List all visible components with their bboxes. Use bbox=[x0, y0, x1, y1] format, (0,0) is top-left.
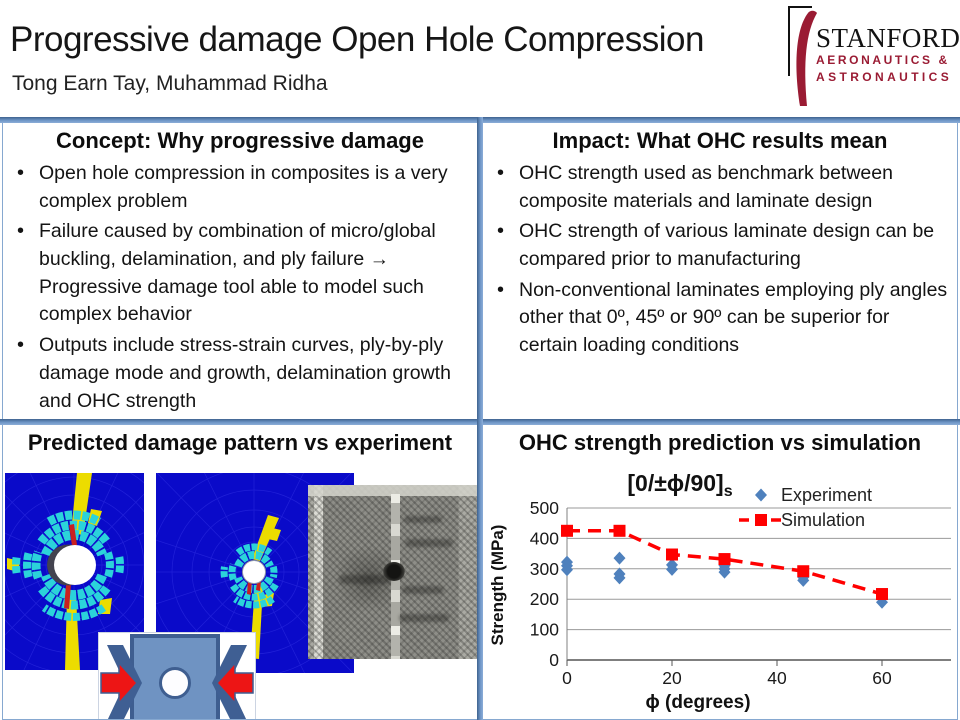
svg-text:0: 0 bbox=[549, 650, 559, 670]
logo-subline-1: AERONAUTICS & bbox=[816, 53, 950, 68]
bullet-item: • OHC strength used as benchmark between composite materials and laminate design bbox=[489, 160, 949, 215]
concept-bullet-list bbox=[9, 160, 469, 415]
vertical-divider bbox=[477, 117, 483, 720]
svg-text:Strength (MPa): Strength (MPa) bbox=[488, 524, 507, 646]
logo-text bbox=[816, 24, 960, 85]
svg-text:0: 0 bbox=[562, 668, 572, 688]
svg-text:ϕ (degrees): ϕ (degrees) bbox=[645, 692, 751, 713]
svg-text:[0/±ϕ/90]s: $[0/\pm\phi/90]_s$ bbox=[627, 470, 733, 500]
impact-bullet-list bbox=[489, 160, 949, 360]
svg-text:60: 60 bbox=[872, 668, 892, 688]
bullet-item: • Open hole compression in composites is a very complex problem bbox=[9, 160, 469, 215]
prediction-heading: OHC strength prediction vs simulation bbox=[518, 430, 922, 455]
impact-panel bbox=[482, 122, 958, 421]
ohc-strength-chart bbox=[483, 455, 957, 720]
authors: Tong Earn Tay, Muhammad Ridha bbox=[12, 72, 328, 95]
damage-heading: Predicted damage pattern vs experiment bbox=[27, 430, 453, 455]
bullet-item: • Failure caused by combination of micro/global buckling, delamination, and ply failure → Progressive damage tool able to model such complex behavior bbox=[9, 218, 469, 329]
svg-text:40: 40 bbox=[767, 668, 787, 688]
concept-heading: Concept: Why progressive damage bbox=[56, 128, 424, 153]
bullet-item: • OHC strength of various laminate design can be compared prior to manufacturing bbox=[489, 218, 949, 273]
impact-heading: Impact: What OHC results mean bbox=[552, 128, 888, 153]
svg-text:200: 200 bbox=[529, 589, 559, 610]
svg-text:400: 400 bbox=[529, 528, 559, 549]
stanford-logo bbox=[782, 2, 960, 112]
bullet-item: • Non-conventional laminates employing ply angles other that 0º, 45º or 90º can be superior for certain loading conditions bbox=[489, 277, 949, 360]
prediction-panel bbox=[482, 424, 958, 720]
svg-text:Experiment: Experiment bbox=[781, 485, 873, 505]
svg-text:500: 500 bbox=[529, 498, 559, 518]
experiment-photo bbox=[308, 485, 478, 659]
compression-schematic bbox=[98, 632, 256, 720]
svg-text:Simulation: Simulation bbox=[781, 510, 866, 530]
svg-text:20: 20 bbox=[662, 668, 682, 688]
svg-text:100: 100 bbox=[529, 619, 559, 640]
logo-name: STANFORD bbox=[816, 23, 960, 53]
svg-text:300: 300 bbox=[529, 558, 559, 579]
bullet-item: • Outputs include stress-strain curves, ply-by-ply damage mode and growth, delamination growth and OHC strength bbox=[9, 332, 469, 415]
logo-subline-2: ASTRONAUTICS bbox=[816, 69, 953, 84]
damage-panel bbox=[2, 424, 478, 720]
concept-panel bbox=[2, 122, 478, 421]
page-title: Progressive damage Open Hole Compression bbox=[10, 20, 704, 59]
